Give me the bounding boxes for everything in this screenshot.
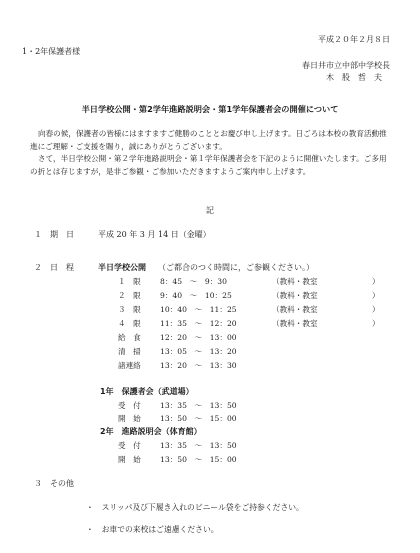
- schedule-label: ２ 限: [118, 291, 141, 300]
- section-label-schedule: 日 程: [50, 263, 74, 272]
- section-number: ３: [34, 479, 42, 488]
- issuer-organization: 春日井市立中部中学校長: [302, 61, 390, 70]
- meeting-heading-grade2: 2年 進路説明会（体育館）: [100, 427, 202, 436]
- recipient: 1・2年保護者様: [22, 47, 81, 56]
- body-text: [30, 128, 392, 178]
- schedule-label: １ 限: [118, 277, 141, 286]
- schedule-detail: （教科・教室: [272, 277, 318, 286]
- schedule-label: 諸連絡: [118, 361, 141, 370]
- open-school-note: （ご都合のつく時間に，ご参観ください。）: [158, 263, 314, 272]
- section-label-date: 期 日: [50, 230, 74, 239]
- body-paragraph: さて，半日学校公開・第２学年進路説明会・第１学年保護者会を下記のように開催いたします。ご多用の折とは存じますが，是非ご参観・ご参加いただきますようご案内申し上げます。: [30, 154, 387, 176]
- body-paragraph: 向春の候，保護者の皆様にはますますご健勝のこととお慶び申し上げます。日ごろは本校の教育活動推進にご理解・ご支援を賜り，誠にありがとうございます。: [30, 129, 387, 151]
- schedule-label: 開 始: [118, 414, 141, 423]
- schedule-label: ３ 限: [118, 305, 141, 314]
- schedule-label: 清 掃: [118, 347, 141, 356]
- open-school-heading: 半日学校公開: [98, 263, 146, 272]
- other-note-no-cars: ・ お車での来校はご遠慮ください。: [86, 525, 219, 534]
- document-date: 平成２０年２月８日: [318, 35, 390, 44]
- meeting-heading-grade1: 1年 保護者会（武道場）: [100, 387, 194, 396]
- schedule-time: 8：45 ～ 9：30: [160, 277, 227, 286]
- schedule-label: ４ 限: [118, 319, 141, 328]
- schedule-detail: （教科・教室: [272, 319, 318, 328]
- schedule-time: 13：50 ～ 15：00: [160, 455, 237, 464]
- schedule-time: 12：20 ～ 13：00: [160, 333, 237, 342]
- schedule-detail-close: ）: [372, 277, 380, 286]
- schedule-time: 9：40 ～ 10：25: [160, 291, 232, 300]
- schedule-label: 給 食: [118, 333, 141, 342]
- schedule-time: 13：50 ～ 15：00: [160, 414, 237, 423]
- schedule-time: 13：35 ～ 13：50: [160, 441, 237, 450]
- schedule-time: 13：35 ～ 13：50: [160, 401, 237, 410]
- schedule-detail: （教科・教室: [272, 291, 318, 300]
- event-date: 平成 20 年 3 月 14 日（金曜）: [98, 230, 211, 239]
- section-label-other: その他: [50, 479, 74, 488]
- schedule-detail-close: ）: [372, 319, 380, 328]
- schedule-label: 受 付: [118, 441, 141, 450]
- schedule-time: 13：05 ～ 13：20: [160, 347, 237, 356]
- issuer-name: 木 股 哲 夫: [326, 73, 382, 82]
- schedule-label: 受 付: [118, 401, 141, 410]
- schedule-detail-close: ）: [372, 291, 380, 300]
- schedule-label: 開 始: [118, 455, 141, 464]
- schedule-time: 11：35 ～ 12：20: [160, 319, 237, 328]
- schedule-time: 10：40 ～ 11：25: [160, 305, 237, 314]
- document-title: 半日学校公開・第2学年進路説明会・第1学年保護者会の開催について: [81, 104, 339, 114]
- schedule-detail-close: ）: [372, 305, 380, 314]
- section-number: １: [34, 230, 42, 239]
- section-number: ２: [34, 263, 42, 272]
- schedule-time: 13：20 ～ 13：30: [160, 361, 237, 370]
- ki-heading: 記: [206, 206, 214, 215]
- schedule-detail: （教科・教室: [272, 305, 318, 314]
- other-note-slippers: ・ スリッパ及び下履き入れのビニール袋をご持参ください。: [86, 503, 304, 512]
